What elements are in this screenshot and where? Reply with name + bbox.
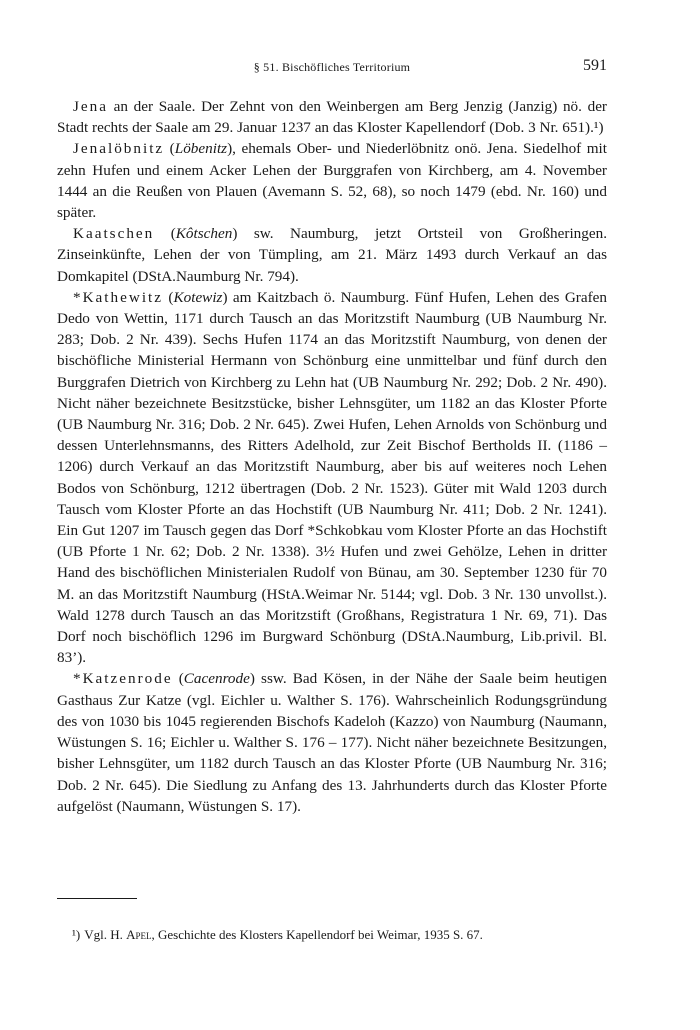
footnote-text-before: Vgl. H. [84,927,127,942]
historic-name: Kotewiz [173,288,223,306]
place-name: Jena [73,98,108,115]
place-name: *Kathewitz [73,288,164,306]
historic-name: Cacenrode [183,670,250,688]
footnote-author: Apel [126,927,152,942]
place-name: *Katzenrode [73,670,173,688]
footnote-mark: ¹) [72,927,81,942]
entry-kathewitz: *Kathewitz (Kotewiz) am Kaitzbach ö. Naumburg. Fünf Hufen, Lehen des Grafen Dedo von Wettin, 1171 durch Tausch an das Moritzstift Naumburg (UB Naumburg Nr. 283; Dob. 2 Nr. 439). Sechs Hufen 1174 an das Moritzstift Naumburg, von denen der bischöfliche Ministerial Hermann von Schönburg eine unmittelbar und fünf durch den Burggrafen Dietrich von Kirchberg zu Lehn hat (UB Naumburg Nr. 292; Dob. 2 Nr. 490). Nicht näher bezeichnete Besitzstücke, bisher Lehnsgüter, um 1182 an das Kloster Pforte (UB Naumburg Nr. 316; Dob. 2 Nr. 645). Zwei Hufen, Lehen Arnolds von Schönburg und dessen Unterlehnsmanns, des Ritters Adelhold, zur Zeit Bischof Bertholds II. (1186 – 1206) durch Verkauf an das Moritzstift Naumburg, aber bis auf weiteres noch Lehen Bodos von Schönburg, 1212 übertragen (Dob. 2 Nr. 1523). Güter mit Wald 1203 durch Tausch vom Kloster Pforte an das Hochstift (UB Naumburg Nr. 411; Dob. 2 Nr. 1241). Ein Gut 1207 im Tausch gegen das Dorf *Schkobkau vom Kloster Pforte an das Hochstift (UB Pforte 1 Nr. 62; Dob. 2 Nr. 1338). 3½ Hufen und zwei Gehölze, Lehen in dritter Hand des bischöflichen Ministerialen Rudolf von Bünau, am 30. September 1230 für 70 M. an das Moritzstift Naumburg (HStA.Weimar Nr. 5144; vgl. Dob. 3 Nr. 130 unvollst.). Wald 1278 durch Tausch an das Moritzstift (Großhans, Registratura 1 Nr. 69, 71). Das Dorf noch bischöflich 1296 im Burgward Schönburg (DStA.Naumburg, Lib.privil. Bl. 83’). [57,288,608,667]
place-name: Jenalöbnitz [73,140,165,158]
running-head [57,57,607,79]
entry-katzenrode: *Katzenrode (Cacenrode) ssw. Bad Kösen, in der Nähe der Saale beim heutigen Gasthaus Zur Katze (vgl. Eichler u. Walther S. 176). Wahrscheinlich Rodungsgründung des von 1030 bis 1045 regierenden Bischofs Kadeloh (Kazzo) von Naumburg (Naumann, Wüstungen S. 16; Eichler u. Walther S. 176 – 177). Nicht näher bezeichnete Besitzungen, bisher Lehnsgüter, um 1182 durch Tausch an das Kloster Pforte (UB Naumburg Nr. 316; Dob. 2 Nr. 645). Die Siedlung zu Anfang des 13. Jahrhunderts durch das Kloster Pforte aufgelöst (Naumann, Wüstungen S. 17). [57,670,607,815]
entry-jena [57,96,607,138]
footnote [72,926,607,944]
entry-kaatschen: Kaatschen (Kôtschen) sw. Naumburg, jetzt Ortsteil von Großheringen. Zinseinkünfte, Lehen der von Tümpling, am 21. März 1493 durch Verkauf an das Domkapitel (DStA.Naumburg Nr. 794). [57,225,607,285]
historic-name: Löbenitz [174,140,228,158]
running-title: § 51. Bischöfliches Territorium [253,60,411,74]
page-number: 591 [583,57,607,74]
entry-text: an der Saale. Der Zehnt von den Weinbergen am Berg Jenzig (Janzig) nö. der Stadt rechts der Saale am 29. Januar 1237 an das Kloster Kapellendorf (Dob. 3 Nr. 651).¹) [57,98,607,137]
body-text [57,96,607,817]
place-name: Kaatschen [73,225,155,243]
footnote-rule [57,898,137,899]
footnote-text-after: , Geschichte des Klosters Kapellendorf bei Weimar, 1935 S. 67. [151,927,483,942]
entry-text: ssw. Bad Kösen, in der Nähe der Saale beim heutigen Gasthaus Zur Katze (vgl. Eichler u. Walther S. 176). Wahrscheinlich Rodungsgründung des von 1030 bis 1045 regierenden Bischofs Kadeloh (Kazzo) von Naumburg (Naumann, Wüstungen S. 16; Eichler u. Walther S. 176 – 177). Nicht näher bezeichnete Besitzungen, bisher Lehnsgüter, um 1182 durch Tausch an das Kloster Pforte (UB Naumburg Nr. 316; Dob. 2 Nr. 645). Die Siedlung zu Anfang des 13. Jahrhunderts durch das Kloster Pforte aufgelöst (Naumann, Wüstungen S. 17). [57,670,607,815]
entry-text: , ehemals Ober- und Niederlöbnitz onö. Jena. Siedelhof mit zehn Hufen und einem Acker Lehen der Burggrafen von Kirchberg, am 4. November 1444 an die Reußen von Plauen (Avemann S. 52, 68), so noch 1479 (ebd. Nr. 160) und später. [57,140,607,222]
entry-jenaloebnitz: Jenalöbnitz (Löbenitz), ehemals Ober- und Niederlöbnitz onö. Jena. Siedelhof mit zehn Hufen und einem Acker Lehen der Burggrafen von Kirchberg, am 4. November 1444 an die Reußen von Plauen (Avemann S. 52, 68), so noch 1479 (ebd. Nr. 160) und später. [57,140,607,222]
entry-text: sw. Naumburg, jetzt Ortsteil von Großheringen. Zinseinkünfte, Lehen der von Tümpling, am 21. März 1493 durch Verkauf an das Domkapitel (DStA.Naumburg Nr. 794). [57,225,607,285]
historic-name: Kôtschen [175,225,233,243]
entry-text: am Kaitzbach ö. Naumburg. Fünf Hufen, Lehen des Grafen Dedo von Wettin, 1171 durch Tausch an das Moritzstift Naumburg (UB Naumburg Nr. 283; Dob. 2 Nr. 439). Sechs Hufen 1174 an das Moritzstift Naumburg, von denen der bischöfliche Ministerial Hermann von Schönburg eine unmittelbar und fünf durch den Burggrafen Dietrich von Kirchberg zu Lehn hat (UB Naumburg Nr. 292; Dob. 2 Nr. 490). Nicht näher bezeichnete Besitzstücke, bisher Lehnsgüter, um 1182 an das Kloster Pforte (UB Naumburg Nr. 316; Dob. 2 Nr. 645). Zwei Hufen, Lehen Arnolds von Schönburg und dessen Unterlehnsmanns, des Ritters Adelhold, zur Zeit Bischof Bertholds II. (1186 – 1206) durch Verkauf an das Moritzstift Naumburg, aber bis auf weiteres noch Lehen Bodos von Schönburg, 1212 übertragen (Dob. 2 Nr. 1523). Güter mit Wald 1203 durch Tausch vom Kloster Pforte an das Hochstift (UB Naumburg Nr. 411; Dob. 2 Nr. 1241). Ein Gut 1207 im Tausch gegen das Dorf *Schkobkau vom Kloster Pforte an das Hochstift (UB Pforte 1 Nr. 62; Dob. 2 Nr. 1338). 3½ Hufen und zwei Gehölze, Lehen in dritter Hand des bischöflichen Ministerialen Rudolf von Bünau, am 30. September 1230 für 70 M. an das Moritzstift Naumburg (HStA.Weimar Nr. 5144; vgl. Dob. 3 Nr. 130 unvollst.). Wald 1278 durch Tausch an das Moritzstift (Großhans, Registratura 1 Nr. 69, 71). Das Dorf noch bischöflich 1296 im Burgward Schönburg (DStA.Naumburg, Lib.privil. Bl. 83’). [57,288,608,667]
